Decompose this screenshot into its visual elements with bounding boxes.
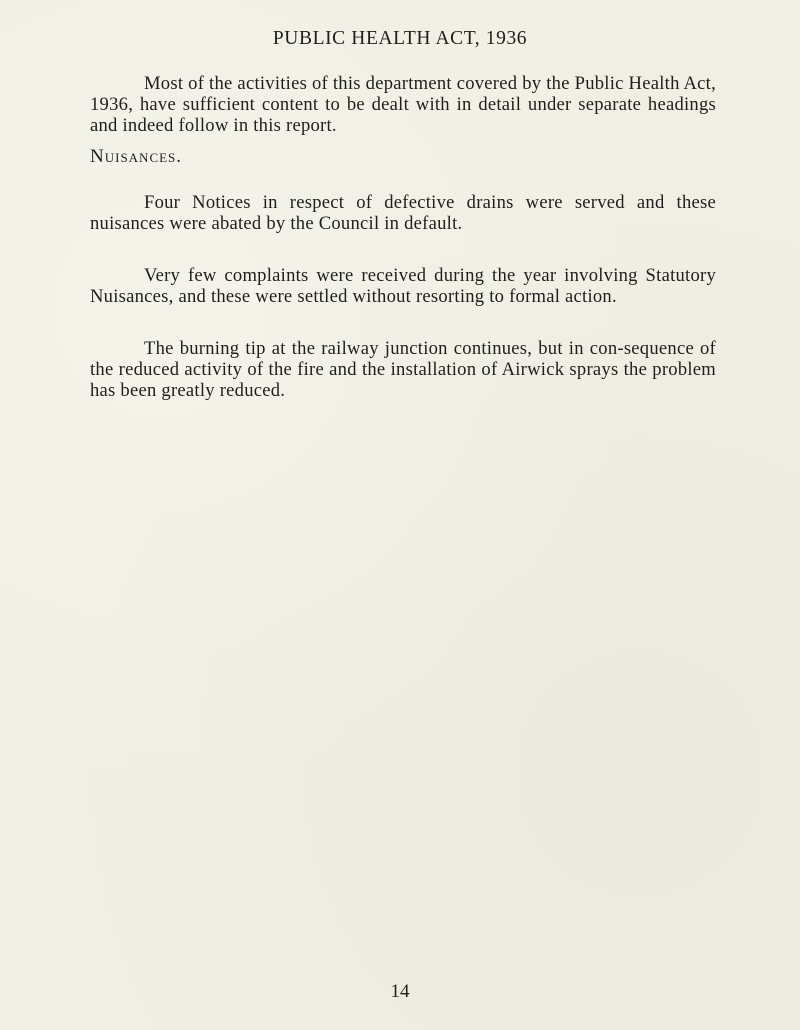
page-number: 14 [390,981,410,1002]
paragraph-drain-notices-text: Four Notices in respect of defective drains were served and these nuisances were abated by the Council in default. [90,192,716,234]
paragraph-drain-notices [90,192,716,234]
paragraph-complaints [90,265,716,307]
section-heading: Nuisances. [90,146,183,167]
intro-paragraph [90,73,716,136]
paragraph-burning-tip [90,338,716,401]
intro-paragraph-text: Most of the activities of this department covered by the Public Health Act, 1936, have sufficient content to be dealt with in detail under separate headings and indeed follow in this report. [90,73,716,136]
page-title: PUBLIC HEALTH ACT, 1936 [272,28,528,49]
paragraph-complaints-text: Very few complaints were received during the year involving Statutory Nuisances, and these were settled without resorting to formal action. [90,265,716,307]
paragraph-burning-tip-text: The burning tip at the railway junction continues, but in con-sequence of the reduced activity of the fire and the installation of Airwick sprays the problem has been greatly reduced. [90,338,716,401]
